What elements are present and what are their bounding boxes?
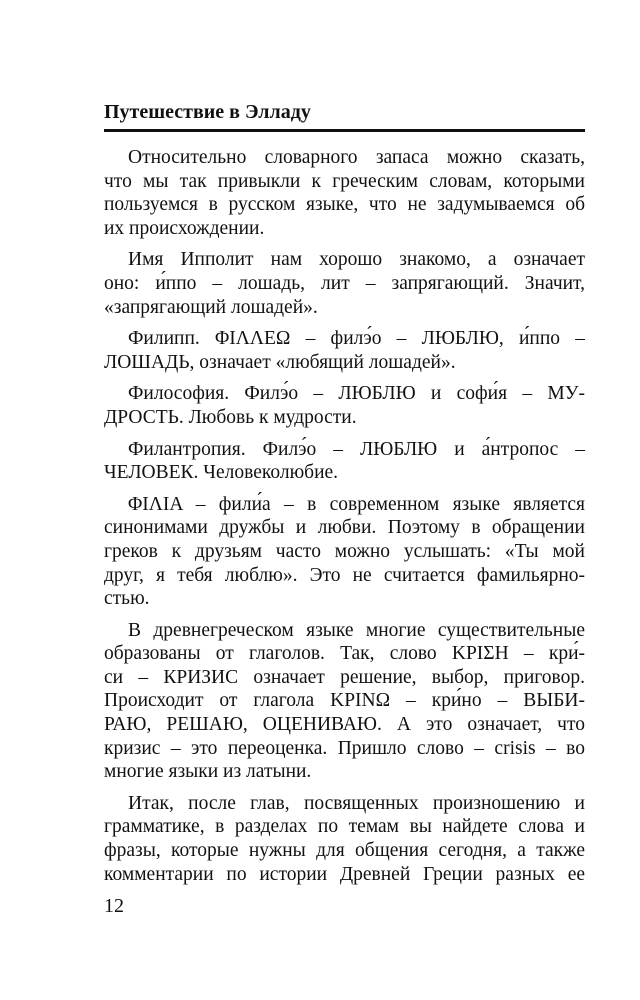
text-line: пользуемся в русском языке, что не задумываемся об: [104, 194, 585, 216]
paragraph: [104, 619, 585, 784]
text-line: В древнегреческом языке многие существительные: [128, 619, 585, 641]
text-line: ЛОШАДЬ, означает «любящий лошадей».: [104, 351, 456, 373]
body-text: [104, 146, 585, 894]
text-line: друг, я тебя люблю». Это не считается фамильярно-: [104, 564, 585, 586]
text-line: ΦΙΛΙΑ – фили́а – в современном языке является: [128, 493, 585, 515]
text-line: многие языки из латыни.: [104, 761, 312, 783]
text-line: «запрягающий лошадей».: [104, 296, 318, 318]
paragraph: [104, 146, 585, 240]
header-rule: [104, 129, 585, 132]
page-number: 12: [104, 895, 124, 917]
text-line: стью.: [104, 588, 150, 610]
paragraph: [104, 438, 585, 485]
text-line: оно: и́ппо – лошадь, лит – запрягающий. Значит,: [104, 272, 585, 294]
paragraph: [104, 382, 585, 429]
text-line: кризис – это переоценка. Пришло слово – crisis – во: [104, 737, 585, 759]
text-line: греков к друзьям часто можно услышать: «Ты мой: [104, 540, 585, 562]
text-line: фразы, которые нужны для общения сегодня, а также: [104, 840, 585, 862]
text-line: ДРОСТЬ. Любовь к мудрости.: [104, 406, 357, 428]
text-line: Философия. Филэ́о – ЛЮБЛЮ и софи́я – МУ-: [128, 383, 585, 405]
text-line: Филипп. ΦΙΛΛΕΩ – филэ́о – ЛЮБЛЮ, и́ппо –: [128, 328, 585, 350]
paragraph: [104, 327, 585, 374]
text-line: РАЮ, РЕШАЮ, ОЦЕНИВАЮ. А это означает, что: [104, 714, 585, 736]
text-line: си – КРИЗИС означает решение, выбор, приговор.: [104, 666, 585, 688]
paragraph: [104, 248, 585, 319]
text-line: синонимами дружбы и любви. Поэтому в обращении: [104, 517, 585, 539]
text-line: грамматике, в разделах по темам вы найдете слова и: [104, 816, 585, 838]
text-line: что мы так привыкли к греческим словам, которыми: [104, 170, 585, 192]
paragraph: [104, 493, 585, 611]
text-line: Относительно словарного запаса можно сказать,: [128, 147, 585, 168]
text-line: их происхождении.: [104, 217, 265, 239]
text-line: Имя Ипполит нам хорошо знакомо, а означает: [128, 249, 585, 271]
text-line: Итак, после глав, посвященных произношению и: [128, 792, 585, 814]
running-head-title: Путешествие в Элладу: [104, 101, 311, 123]
text-line: комментарии по истории Древней Греции разных ее: [104, 863, 585, 885]
paragraph: [104, 792, 585, 886]
text-line: Происходит от глагола ΚΡΙΝΩ – кри́но – ВЫБИ-: [104, 690, 585, 712]
text-line: образованы от глаголов. Так, слово ΚΡΙΣΗ – кри́-: [104, 643, 585, 665]
text-line: ЧЕЛОВЕК. Человеколюбие.: [104, 462, 339, 484]
text-line: Филантропия. Филэ́о – ЛЮБЛЮ и а́нтропос –: [128, 438, 585, 460]
